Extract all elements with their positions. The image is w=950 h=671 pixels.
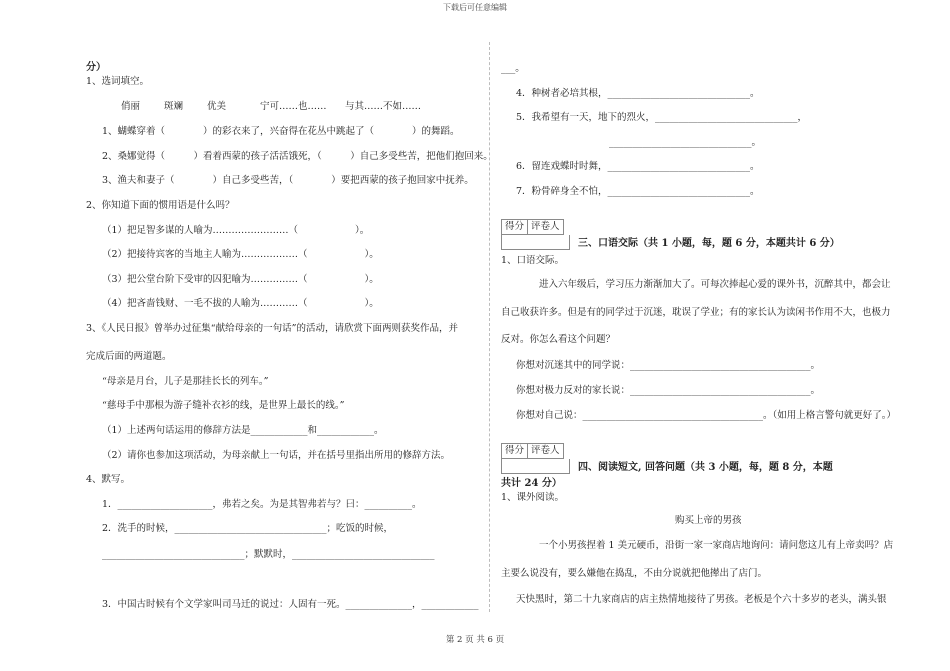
story-para-2: 主要么说没有，要么嫌他在捣乱，不由分说就把他撵出了店门。 [501,568,768,579]
right-continued-blank: ___。 [501,63,525,74]
q1-title: 1、选词填空。 [86,76,150,87]
q3-quote-2: “慈母手中那根为游子缝补衣衫的线，是世界上最长的线。” [102,400,345,411]
q4-item-7: 7．粉骨碎身全不怕，______________________________。 [516,186,760,197]
q1-item-3: 3、渔夫和妻子（ ）自己多受些苦，（ ）要把西蒙的孩子抱回家中抚养。 [102,175,474,186]
score-label: 得分 [505,445,525,456]
column-divider [489,42,490,612]
word-option-4: 宁可……也…… [260,101,327,112]
q2-title: 2、你知道下面的惯用语是什么吗？ [86,200,235,211]
q3-sub-2: （2）请你也参加这项活动，为母亲献上一句话，并在括号里指出所用的修辞方法。 [102,450,451,461]
q4-item-6: 6．留连戏蝶时时舞，______________________________。 [516,161,760,172]
score-label: 得分 [505,221,525,232]
sec3-answer-1: 你想对沉迷其中的同学说：______________________________________。 [516,360,821,371]
sec3-title: 三、口语交际（共 1 小题，每，题 6 分，本题共计 6 分） [578,238,840,249]
score-box-sec3-blank [501,235,570,250]
sec4-title: 四、阅读短文, 回答问题（共 3 小题，每，题 8 分，本题 [578,462,833,473]
grader-label: 评卷人 [527,444,563,458]
q4-title: 4、默写。 [86,474,131,485]
score-box-sec3 [501,219,564,235]
q2-item-2: （2）把接待宾客的当地主人喻为………………（ ）。 [102,249,379,260]
story-title: 购买上帝的男孩 [675,515,742,526]
score-box-sec4-blank [501,459,570,474]
q3-quote-1: “母亲是月台，儿子是那挂长长的列车。” [102,376,269,387]
q4-line-2a: 2．洗手的时候，________________________________；吃饭的时候， [102,523,394,534]
page-footer: 第 2 页 共 6 页 [445,635,505,645]
word-option-3: 优美 [207,101,227,112]
score-box-sec4 [501,443,564,459]
q4-item-4: 4．种树者必培其根，______________________________。 [516,88,760,99]
sec3-para-3: 反对。你怎么看这个问题？ [501,334,616,345]
q4-line-2b: ______________________________；默默时，______________________________ [102,549,435,560]
q4-line-3: 3．中国古时候有个文学家叫司马迁的说过：人固有一死。______________，____________ [102,599,479,610]
continued-section-text: 分） [86,62,106,73]
sec3-para-1: 进入六年级后，学习压力渐渐加大了。可每次捧起心爱的课外书，沉醉其中，都会让 [539,279,891,290]
word-option-1: 俏丽 [121,101,141,112]
q4-line-1: 1．____________________，弗若之矣。为是其智弗若与？曰：__________。 [102,499,422,510]
word-option-2: 斑斓 [164,101,184,112]
grader-label: 评卷人 [527,220,563,234]
sec3-para-2: 自己收获许多。但是有的同学过于沉迷，耽误了学业；有的家长认为读闲书作用不大，也极力 [501,307,891,318]
q2-item-4: （4）把吝啬钱财、一毛不拔的人喻为…………（ ）。 [102,298,379,309]
q3-line-1: 3、《人民日报》曾举办过征集“献给母亲的一句话”的活动，请欣赏下面两则获奖作品，并 [86,323,459,334]
q1-item-1: 1、蝴蝶穿着（ ）的彩衣来了，兴奋得在花丛中跳起了（ ）的舞蹈。 [102,126,460,137]
q2-item-3: （3）把公堂台阶下受审的囚犯喻为……………（ ）。 [102,274,379,285]
sec3-q1: 1、口语交际。 [501,255,565,266]
q3-sub-1: （1）上述两句话运用的修辞方法是____________和____________。 [102,425,384,436]
sec3-answer-2: 你想对极力反对的家长说：______________________________________。 [516,385,821,396]
sec4-title-cont: 共计 24 分） [501,478,562,489]
q4-item-5-cont: ______________________________。 [609,137,762,148]
word-option-5: 与其……不如…… [345,101,422,112]
page-header-note: 下载后可任意编辑 [443,3,507,12]
q4-item-5: 5．我希望有一天，地下的烈火，______________________________， [516,112,808,123]
story-para-3: 天快黑时，第二十九家商店的店主热情地接待了男孩。老板是个六十多岁的老头，满头银 [516,594,887,605]
q3-line-2: 完成后面的两道题。 [86,351,172,362]
q2-item-1: （1）把足智多谋的人喻为……………………（ ）。 [102,225,370,236]
story-para-1: 一个小男孩捏着 1 美元硬币，沿街一家一家商店地询问：请问您这儿有上帝卖吗？店 [539,540,894,551]
q1-item-2: 2、桑娜觉得（ ）看着西蒙的孩子活活饿死，（ ）自己多受些苦，把他们抱回来。 [102,151,493,162]
sec3-answer-3: 你想对自己说：______________________________________。（如用上格言警句就更好了。） [516,410,897,421]
sec4-q1: 1、课外阅读。 [501,492,565,503]
